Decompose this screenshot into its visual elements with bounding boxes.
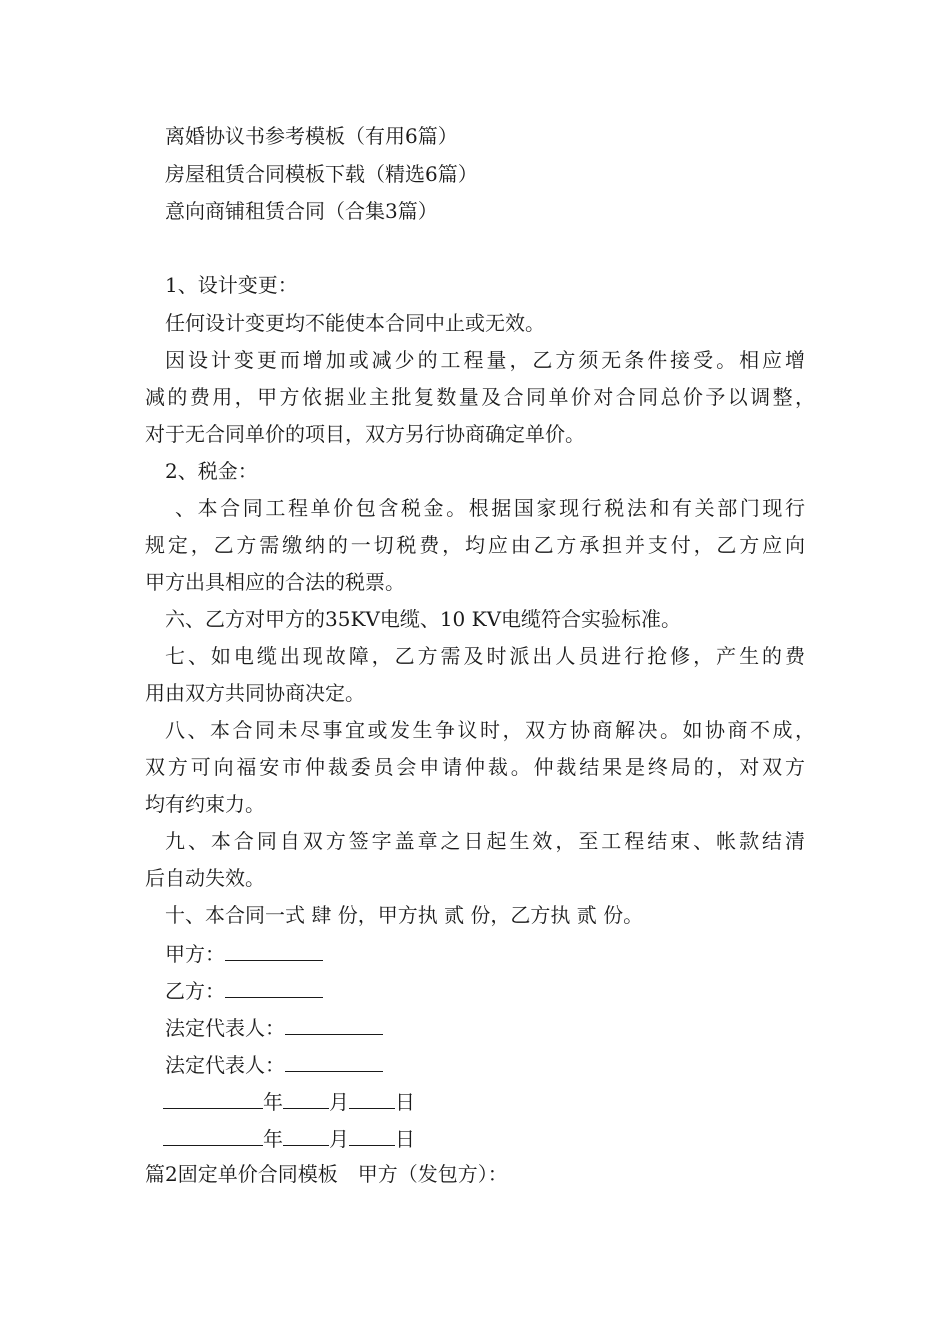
party-a-blank [225,942,323,961]
party-b-blank [225,979,323,998]
related-title-3: 意向商铺租赁合同（合集3篇） [165,199,438,223]
date-2-year-blank [163,1127,263,1146]
related-title-1: 离婚协议书参考模板（有用6篇） [165,124,458,148]
section2-paragraph-line-1: 、本合同工程单价包含税金。根据国家现行税法和有关部门现行 [175,496,805,520]
section2-paragraph-line-3: 甲方出具相应的合法的税票。 [145,570,405,594]
date-2-day-label: 日 [395,1127,415,1151]
section1-paragraph-2-line-3: 对于无合同单价的项目，双方另行协商确定单价。 [145,422,585,446]
date-2-month-label: 月 [329,1127,349,1151]
date-1-year-blank [163,1090,263,1109]
date-1-day-blank [349,1090,395,1109]
next-section-heading: 篇2固定单价合同模板 甲方（发包方）： [145,1162,508,1186]
section1-paragraph-2-line-1: 因设计变更而增加或减少的工程量，乙方须无条件接受。相应增 [165,348,805,372]
date-2-day-blank [349,1127,395,1146]
date-1-month-label: 月 [329,1090,349,1114]
clause-8-line-1: 八、本合同未尽事宜或发生争议时，双方协商解决。如协商不成， [165,718,815,742]
party-b-signature [165,979,323,1001]
clause-7-line-2: 用由双方共同协商决定。 [145,681,365,705]
date-2-year-label: 年 [263,1127,283,1151]
date-line-1 [163,1090,415,1112]
clause-6: 六、乙方对甲方的35KV电缆、10 KV电缆符合实验标准。 [165,607,682,631]
section1-paragraph-1: 任何设计变更均不能使本合同中止或无效。 [165,311,545,335]
party-a-label: 甲方： [165,942,225,966]
date-1-day-label: 日 [395,1090,415,1114]
clause-8-line-3: 均有约束力。 [145,792,265,816]
section1-paragraph-2-line-2: 减的费用，甲方依据业主批复数量及合同单价对合同总价予以调整， [145,385,815,409]
legal-rep-2-blank [285,1053,383,1072]
date-line-2 [163,1127,415,1149]
section2-paragraph-line-2: 规定，乙方需缴纳的一切税费，均应由乙方承担并支付，乙方应向 [145,533,805,557]
clause-7-line-1: 七、如电缆出现故障，乙方需及时派出人员进行抢修，产生的费 [165,644,805,668]
clause-8-line-2: 双方可向福安市仲裁委员会申请仲裁。仲裁结果是终局的，对双方 [145,755,805,779]
legal-rep-2-signature [165,1053,383,1075]
clause-9-line-2: 后自动失效。 [145,866,265,890]
date-1-year-label: 年 [263,1090,283,1114]
clause-9-line-1: 九、本合同自双方签字盖章之日起生效，至工程结束、帐款结清 [165,829,805,853]
section1-heading: 1、设计变更： [165,273,298,297]
clause-10: 十、本合同一式 肆 份，甲方执 贰 份，乙方执 贰 份。 [165,903,644,927]
legal-rep-1-label: 法定代表人： [165,1016,285,1040]
date-2-month-blank [283,1127,329,1146]
date-1-month-blank [283,1090,329,1109]
legal-rep-1-blank [285,1016,383,1035]
section2-heading: 2、税金： [165,459,258,483]
legal-rep-2-label: 法定代表人： [165,1053,285,1077]
party-a-signature [165,942,323,964]
legal-rep-1-signature [165,1016,383,1038]
party-b-label: 乙方： [165,979,225,1003]
related-title-2: 房屋租赁合同模板下载（精选6篇） [165,162,478,186]
